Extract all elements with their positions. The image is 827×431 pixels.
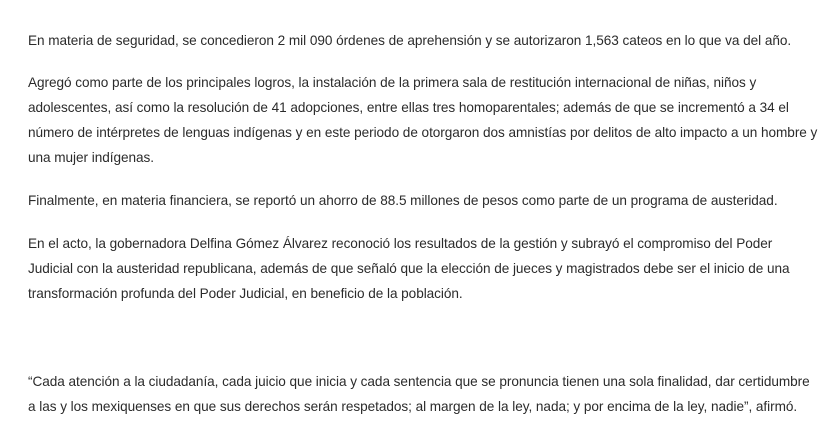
article-body [28,28,818,306]
paragraph-finance: Finalmente, en materia financiera, se reportó un ahorro de 88.5 millones de pesos como parte de un programa de austeridad. [28,193,778,208]
paragraph-security: En materia de seguridad, se concedieron 2 mil 090 órdenes de aprehensión y se autorizaron 1,563 cateos en lo que va del año. [28,33,792,48]
paragraph-achievements: Agregó como parte de los principales logros, la instalación de la primera sala de restitución internacional de niñas, niños y adolescentes, así como la resolución de 41 adopciones, entre ellas tres homoparentales; además de que se incrementó a 34 el número de intérpretes de lenguas indígenas y en este periodo de otorgaron dos amnistías por delitos de alto impacto a un hombre y una mujer indígenas. [28,75,818,165]
paragraph-governor: En el acto, la gobernadora Delfina Gómez Álvarez reconoció los resultados de la gestión y subrayó el compromiso del Poder Judicial con la austeridad republicana, además de que señaló que la elección de jueces y magistrados debe ser el inicio de una transformación profunda del Poder Judicial, en beneficio de la población. [28,236,790,301]
paragraph-quote: “Cada atención a la ciudadanía, cada juicio que inicia y cada sentencia que se pronuncia tienen una sola finalidad, dar certidumbre a las y los mexiquenses en que sus derechos serán respetados; al margen de la ley, nada; y por encima de la ley, nadie”, afirmó. [28,374,810,414]
